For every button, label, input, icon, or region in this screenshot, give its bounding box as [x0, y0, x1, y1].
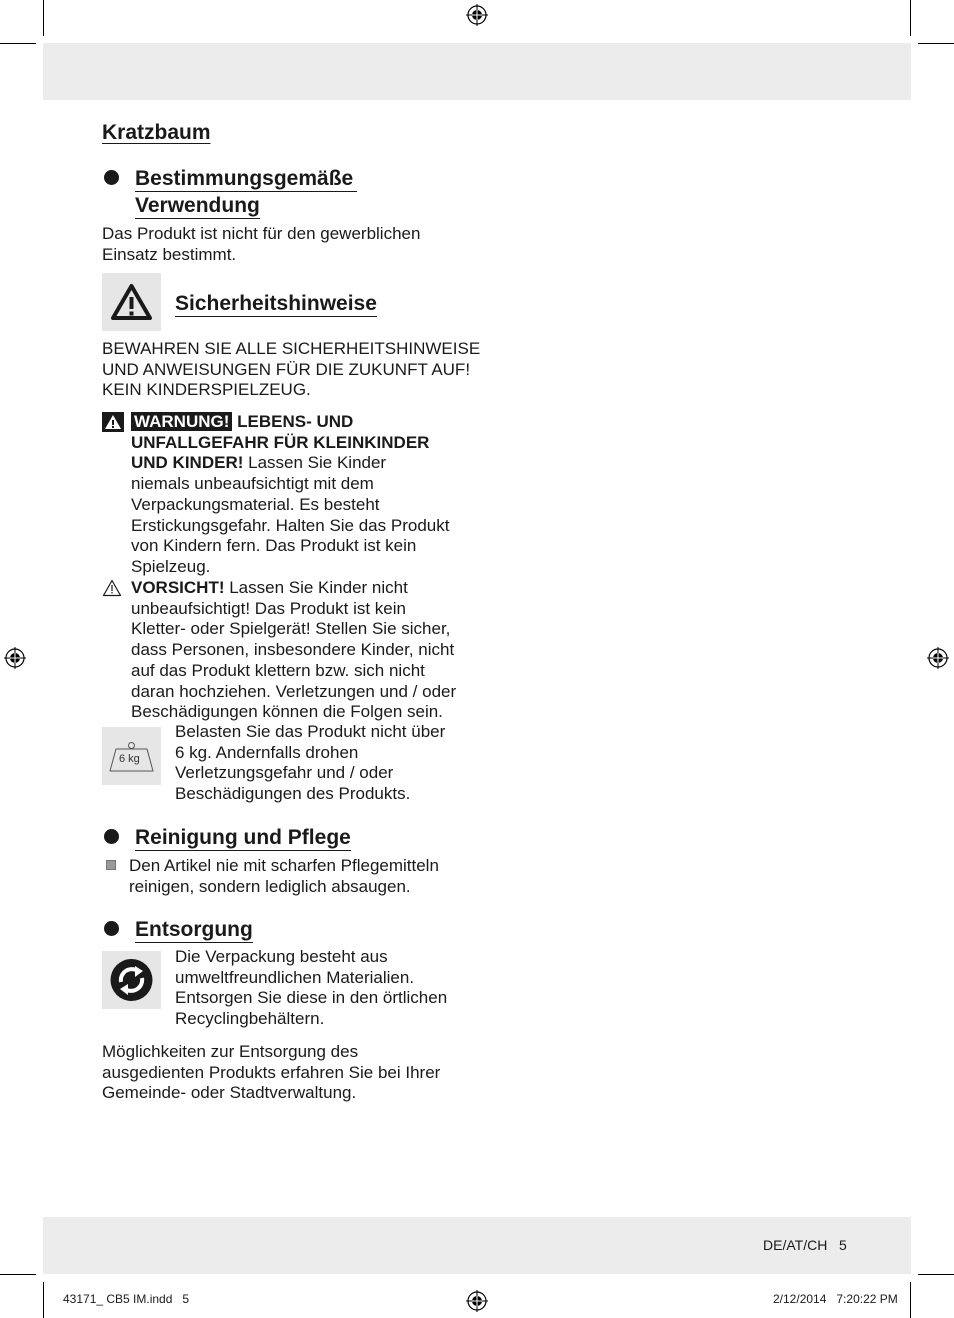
file-slug: 43171_ CB5 IM.indd 5 [63, 1292, 190, 1306]
recycle-icon-box [102, 951, 161, 1009]
warning-badge: WARNUNG! [131, 412, 232, 431]
registration-mark-icon [927, 647, 949, 669]
crop-mark [0, 1274, 36, 1275]
registration-mark-icon [466, 1290, 488, 1312]
crop-mark [0, 43, 36, 44]
locale-label: DE/AT/CH [763, 1237, 828, 1253]
load-text: Belasten Sie das Produkt nicht über 6 kg. Andernfalls drohen Verletzungsgefahr und / oder Beschädigungen des Produkts. [175, 722, 446, 804]
cleaning-text: Den Artikel nie mit scharfen Pflegemitteln reinigen, sondern lediglich absaugen. [129, 856, 439, 896]
weight-label: 6 kg [119, 753, 140, 765]
warning-triangle-icon [102, 412, 124, 432]
registration-mark-icon [466, 4, 488, 26]
crop-mark [918, 1274, 954, 1275]
caution-triangle-icon [102, 579, 122, 597]
load-icon-box [102, 727, 161, 785]
safety-caps-text: BEWAHREN SIE ALLE SICHERHEITSHINWEISE UND ANWEISUNGEN FÜR DIE ZUKUNFT AUF! KEIN KINDERSPIELZEUG. [102, 339, 481, 400]
crop-mark [918, 43, 954, 44]
section-bullet-icon [104, 170, 119, 185]
page-footer [763, 1237, 847, 1253]
warning-block: WARNUNG! LEBENS- UND UNFALLGEFAHR FÜR KLEINKINDER UND KINDER! Lassen Sie Kinder niemals unbeaufsichtigt mit dem Verpackungsmaterial. Es besteht Erstickungsgefahr. Halten Sie das Produkt von Kindern fern. Das Produkt ist kein Spielzeug. [131, 412, 450, 576]
recycle-icon [102, 951, 161, 1009]
warning-triangle-icon [102, 273, 161, 331]
section-title-usage: Bestimmungsgemäße Verwendung [135, 165, 357, 219]
crop-mark [910, 1282, 911, 1318]
section-title-safety: Sicherheitshinweise [175, 292, 377, 315]
caution-block: VORSICHT! Lassen Sie Kinder nicht unbeaufsichtigt! Das Produkt ist kein Kletter- oder Spielgerät! Stellen Sie sicher, dass Personen, insbesondere Kinder, nicht auf das Produkt klettern bzw. sich nicht daran hochziehen. Verletzungen und / oder Beschädigungen können die Folgen sein. [131, 578, 457, 722]
registration-mark-icon [4, 647, 26, 669]
disposal-info-text: Möglichkeiten zur Entsorgung des ausgedienten Produkts erfahren Sie bei Ihrer Gemeinde- oder Stadtverwaltung. [102, 1042, 441, 1103]
header-band [43, 43, 911, 100]
disposal-pack-text: Die Verpackung besteht aus umweltfreundlichen Materialien. Entsorgen Sie diese in den örtlichen Recyclingbehältern. [175, 947, 448, 1029]
section-bullet-icon [104, 829, 119, 844]
crop-mark [43, 0, 44, 36]
section-title-cleaning: Reinigung und Pflege [135, 826, 351, 849]
section-title-disposal: Entsorgung [135, 918, 253, 941]
usage-text: Das Produkt ist nicht für den gewerblichen Einsatz bestimmt. [102, 224, 421, 264]
section-bullet-icon [104, 921, 119, 936]
crop-mark [910, 0, 911, 36]
page-title: Kratzbaum [102, 121, 211, 144]
crop-mark [43, 1282, 44, 1318]
safety-icon-box [102, 273, 161, 331]
page-number: 5 [838, 1237, 847, 1253]
timestamp: 2/12/2014 7:20:22 PM [773, 1292, 898, 1306]
square-bullet-icon [106, 860, 116, 870]
